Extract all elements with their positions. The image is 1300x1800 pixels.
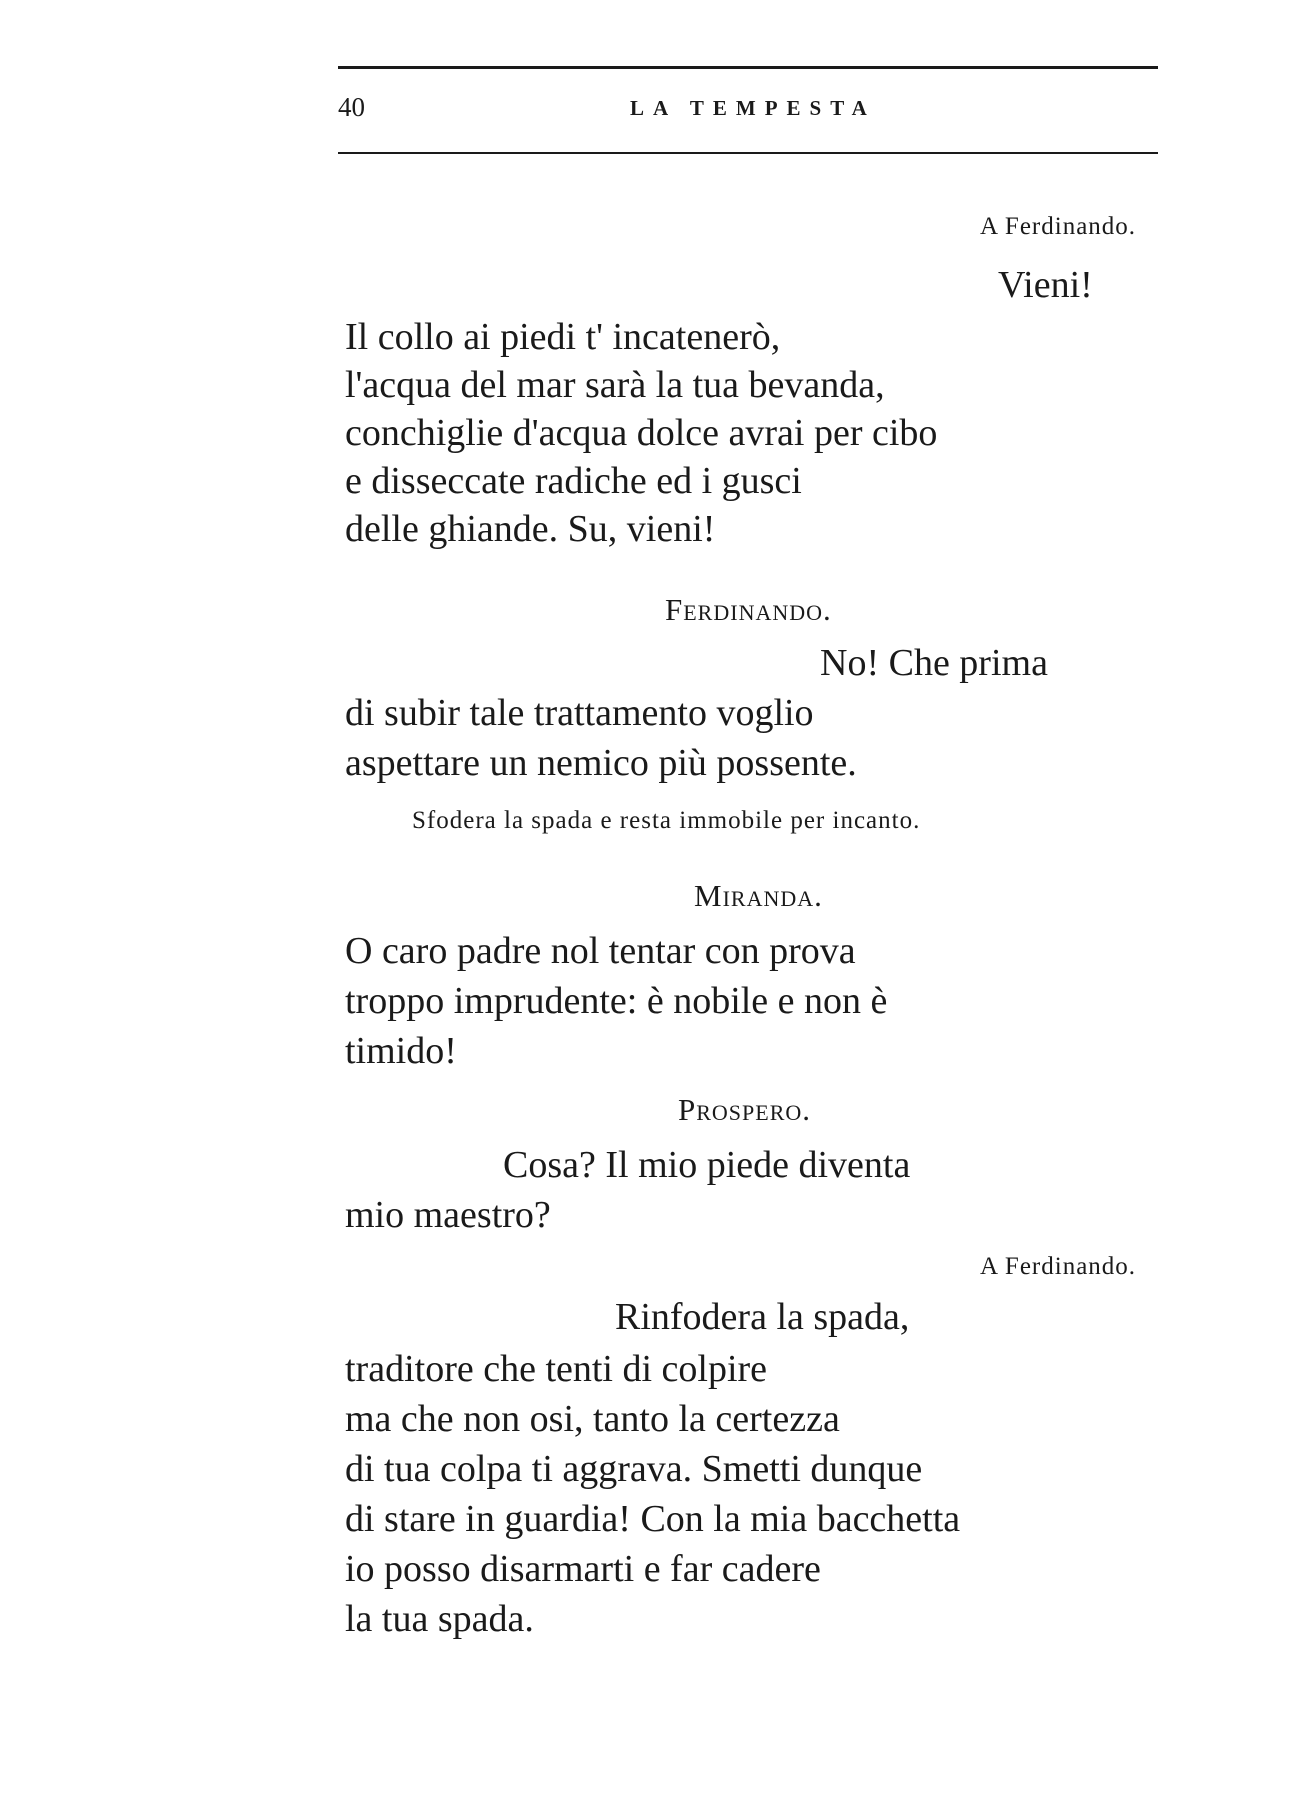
verse-line: di stare in guardia! Con la mia bacchetta xyxy=(345,1498,961,1540)
page-number: 40 xyxy=(338,92,365,122)
verse-line: delle ghiande. Su, vieni! xyxy=(345,508,716,550)
verse-line: di subir tale trattamento voglio xyxy=(345,692,814,734)
stage-direction: Sfodera la spada e resta immobile per incanto. xyxy=(412,807,921,834)
verse-line: l'acqua del mar sarà la tua bevanda, xyxy=(345,364,885,406)
verse-line: O caro padre nol tentar con prova xyxy=(345,930,856,972)
header-rule-bottom xyxy=(338,152,1158,154)
verse-line: e disseccate radiche ed i gusci xyxy=(345,460,802,502)
verse-line: la tua spada. xyxy=(345,1598,534,1640)
verse-line: aspettare un nemico più possente. xyxy=(345,742,857,784)
verse-line: conchiglie d'acqua dolce avrai per cibo xyxy=(345,412,938,454)
stage-direction: A Ferdinando. xyxy=(980,213,1137,240)
verse-line: Vieni! xyxy=(998,264,1093,306)
verse-line: No! Che prima xyxy=(820,642,1048,684)
verse-line: io posso disarmarti e far cadere xyxy=(345,1548,821,1590)
verse-line: troppo imprudente: è nobile e non è xyxy=(345,980,888,1022)
stage-direction: A Ferdinando. xyxy=(980,1253,1137,1280)
verse-line: Il collo ai piedi t' incatenerò, xyxy=(345,316,781,358)
verse-line: traditore che tenti di colpire xyxy=(345,1348,768,1390)
speaker-name: Miranda. xyxy=(694,878,823,913)
verse-line: Cosa? Il mio piede diventa xyxy=(503,1144,911,1186)
verse-line: di tua colpa ti aggrava. Smetti dunque xyxy=(345,1448,923,1490)
header-rule-top xyxy=(338,66,1158,69)
verse-line: mio maestro? xyxy=(345,1194,551,1236)
speaker-name: Prospero. xyxy=(678,1092,812,1127)
verse-line: Rinfodera la spada, xyxy=(615,1296,910,1338)
verse-line: ma che non osi, tanto la certezza xyxy=(345,1398,840,1440)
running-title: LA TEMPESTA xyxy=(630,96,876,120)
verse-line: timido! xyxy=(345,1030,457,1072)
speaker-name: Ferdinando. xyxy=(665,592,832,627)
